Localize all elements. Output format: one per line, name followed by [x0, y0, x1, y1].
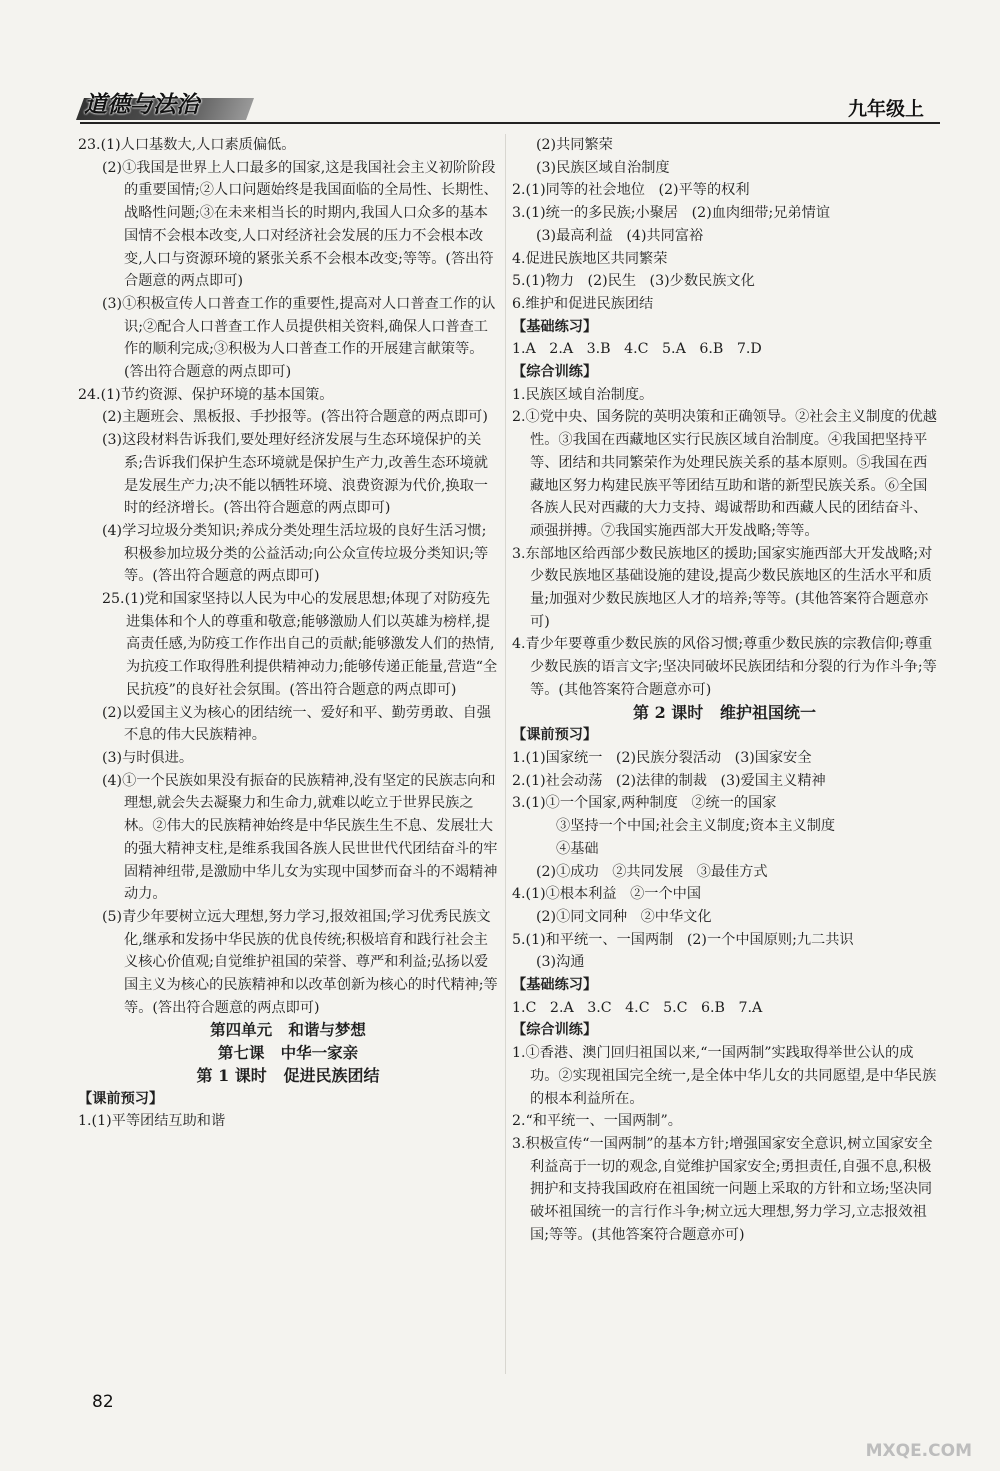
section-heading: 【课前预习】 — [78, 1090, 164, 1107]
watermark-logo — [776, 1381, 976, 1461]
section-heading: 【综合训练】 — [512, 364, 598, 381]
answer-line: 25.(1)党和国家坚持以人民为中心的发展思想;体现了对防疫先进集体和个人的尊重和敬意;能够激励人们以英雄为榜样,提高责任感,为防疫工作作出自己的贡献;能够激发人们的热情,为抗疫工作取得胜利提供精神动力;能够传递正能量,营造“全民抗疫”的良好社会氛围。(答出符合题意的两点即可) — [102, 591, 498, 698]
answer-line: 2.(1)同等的社会地位 (2)平等的权利 — [512, 182, 750, 199]
answer-line: 4.青少年要尊重少数民族的风俗习惯;尊重少数民族的宗教信仰;尊重少数民族的语言文字;坚决同破坏民族团结和分裂的行为作斗争;等等。(其他答案符合题意亦可) — [512, 636, 937, 698]
header-rule — [80, 122, 940, 124]
answer-line: 1.①香港、澳门回归祖国以来,“一国两制”实践取得举世公认的成功。②实现祖国完全统一,是全体中华儿女的共同愿望,是中华民族的根本利益所在。 — [512, 1045, 937, 1107]
answer-line: 6.维护和促进民族团结 — [512, 295, 654, 312]
watermark-text: MXQE.COM — [865, 1441, 972, 1461]
answer-line: ④基础 — [556, 840, 599, 857]
answer-line: (2)①成功 ②共同发展 ③最佳方式 — [536, 863, 768, 880]
answer-line: 4.(1)①根本利益 ②一个中国 — [512, 886, 702, 903]
answer-line: 2.(1)社会动荡 (2)法律的制裁 (3)爱国主义精神 — [512, 772, 826, 789]
answer-line: 3.(1)统一的多民族;小聚居 (2)血肉细带;兄弟情谊 — [512, 205, 831, 222]
page-header — [80, 80, 940, 130]
right-column — [512, 134, 937, 1246]
answer-line: 2.①党中央、国务院的英明决策和正确领导。②社会主义制度的优越性。③我国在西藏地区实行民族区域自治制度。④我国把坚持平等、团结和共同繁荣作为处理民族关系的基本原则。⑤我国在西藏地区努力构建民族平等团结互助和谐的新型民族关系。⑥全国各族人民对西藏的大力支持、竭诚帮助和西藏人民的团结奋斗、顽强拼搏。⑦我国实施西部大开发战略;等等。 — [512, 409, 937, 539]
answer-line: (4)学习垃圾分类知识;养成分类处理生活垃圾的良好生活习惯;积极参加垃圾分类的公益活动;向公众宣传垃圾分类知识;等等。(答出符合题意的两点即可) — [102, 522, 489, 585]
page-number: 82 — [92, 1392, 114, 1412]
answer-line: (3)民族区域自治制度 — [536, 159, 670, 176]
answer-line: 3.积极宣传“一国两制”的基本方针;增强国家安全意识,树立国家安全利益高于一切的观念,自觉维护国家安全;勇担责任,自强不息,积极拥护和支持我国政府在祖国统一问题上采取的方针和立场;坚决同破坏祖国统一的言行作斗争;树立远大理想,努力学习,立志报效祖国;等等。(其他答案符合题意亦可) — [512, 1135, 933, 1243]
answer-line: 23.(1)人口基数大,人口素质偏低。 — [78, 137, 296, 153]
answer-line: (2)共同繁荣 — [536, 137, 613, 153]
answer-line: 1.民族区域自治制度。 — [512, 386, 654, 403]
answer-line: (2)主题班会、黑板报、手抄报等。(答出符合题意的两点即可) — [102, 409, 488, 426]
left-column — [78, 134, 498, 1133]
answer-line: (5)青少年要树立远大理想,努力学习,报效祖国;学习优秀民族文化,继承和发扬中华民族的优良传统;积极培育和践行社会主义核心价值观;自觉维护祖国的荣誉、尊严和利益;弘扬以爱国主义为核心的民族精神和以改革创新为核心的时代精神;等等。(答出符合题意的两点即可) — [102, 908, 498, 1016]
section-heading: 【课前预习】 — [512, 727, 598, 744]
lesson-title: 第 2 课时 维护祖国统一 — [633, 702, 816, 722]
section-heading: 【综合训练】 — [512, 1022, 598, 1039]
answer-line: (2)①同文同种 ②中华文化 — [536, 908, 712, 925]
answer-line: 3.东部地区给西部少数民族地区的援助;国家实施西部大开发战略;对少数民族地区基础设施的建设,提高少数民族地区的生活水平和质量;加强对少数民族地区人才的培养;等等。(其他答案符合题意亦可) — [512, 545, 933, 630]
section-heading: 【基础练习】 — [512, 318, 598, 335]
answer-line: (2)以爱国主义为核心的团结统一、爱好和平、勤劳勇敢、自强不息的伟大民族精神。 — [102, 704, 491, 744]
answer-line: 4.促进民族地区共同繁荣 — [512, 250, 668, 267]
answer-line: 24.(1)节约资源、保护环境的基本国策。 — [78, 386, 334, 403]
answer-line: (3)与时俱进。 — [102, 749, 194, 766]
answer-line: 3.(1)①一个国家,两种制度 ②统一的国家 — [512, 795, 777, 812]
answer-line: (3)最高利益 (4)共同富裕 — [536, 227, 704, 244]
lesson-title: 第四单元 和谐与梦想 — [210, 1020, 366, 1040]
answer-line: 1.C 2.A 3.C 4.C 5.C 6.B 7.A — [512, 999, 763, 1016]
answer-line: 1.A 2.A 3.B 4.C 5.A 6.B 7.D — [512, 341, 762, 358]
answer-line: 2.“和平统一、一国两制”。 — [512, 1113, 682, 1130]
answer-line: ③坚持一个中国;社会主义制度;资本主义制度 — [556, 818, 836, 835]
answer-line: (3)①积极宣传人口普查工作的重要性,提高对人口普查工作的认识;②配合人口普查工作人员提供相关资料,确保人口普查工作的顺利完成;③积极为人口普查工作的开展建言献策等。(答出符合题意的两点即可) — [102, 295, 496, 381]
lesson-title: 第七课 中华一家亲 — [217, 1043, 359, 1063]
lesson-title: 第 1 课时 促进民族团结 — [196, 1065, 380, 1085]
column-divider — [505, 134, 506, 1374]
answer-line: 5.(1)和平统一、一国两制 (2)一个中国原则;九二共识 — [512, 931, 854, 948]
section-heading: 【基础练习】 — [512, 977, 598, 994]
answer-line: (3)沟通 — [536, 954, 585, 971]
answer-line: 1.(1)平等团结互助和谐 — [78, 1113, 226, 1130]
answer-line: (4)①一个民族如果没有振奋的民族精神,没有坚定的民族志向和理想,就会失去凝聚力和生命力,就难以屹立于世界民族之林。②伟大的民族精神始终是中华民族生生不息、发展壮大的强大精神支柱,是维系我国各族人民世世代代团结奋斗的牢固精神纽带,是激励中华儿女为实现中国梦而奋斗的不竭精神动力。 — [102, 772, 498, 903]
answer-line: (2)①我国是世界上人口最多的国家,这是我国社会主义初阶阶段的重要国情;②人口问题始终是我国面临的全局性、长期性、战略性问题;③在未来相当长的时期内,我国人口众多的基本国情不会根本改变,人口对经济社会发展的压力不会根本改变,人口与资源环境的紧张关系不会根本改变;等等。(答出符合题意的两点即可) — [102, 159, 498, 290]
subject-title: 道德与法治 — [84, 91, 199, 118]
grade-label: 九年级上 — [847, 98, 924, 120]
answer-line: (3)这段材料告诉我们,要处理好经济发展与生态环境保护的关系;告诉我们保护生态环境就是保护生产力,改善生态环境就是发展生产力;决不能以牺牲环境、浪费资源为代价,换取一时的经济增长。(答出符合题意的两点即可) — [102, 432, 488, 517]
answer-line: 1.(1)国家统一 (2)民族分裂活动 (3)国家安全 — [512, 749, 812, 766]
answer-line: 5.(1)物力 (2)民生 (3)少数民族文化 — [512, 273, 755, 290]
